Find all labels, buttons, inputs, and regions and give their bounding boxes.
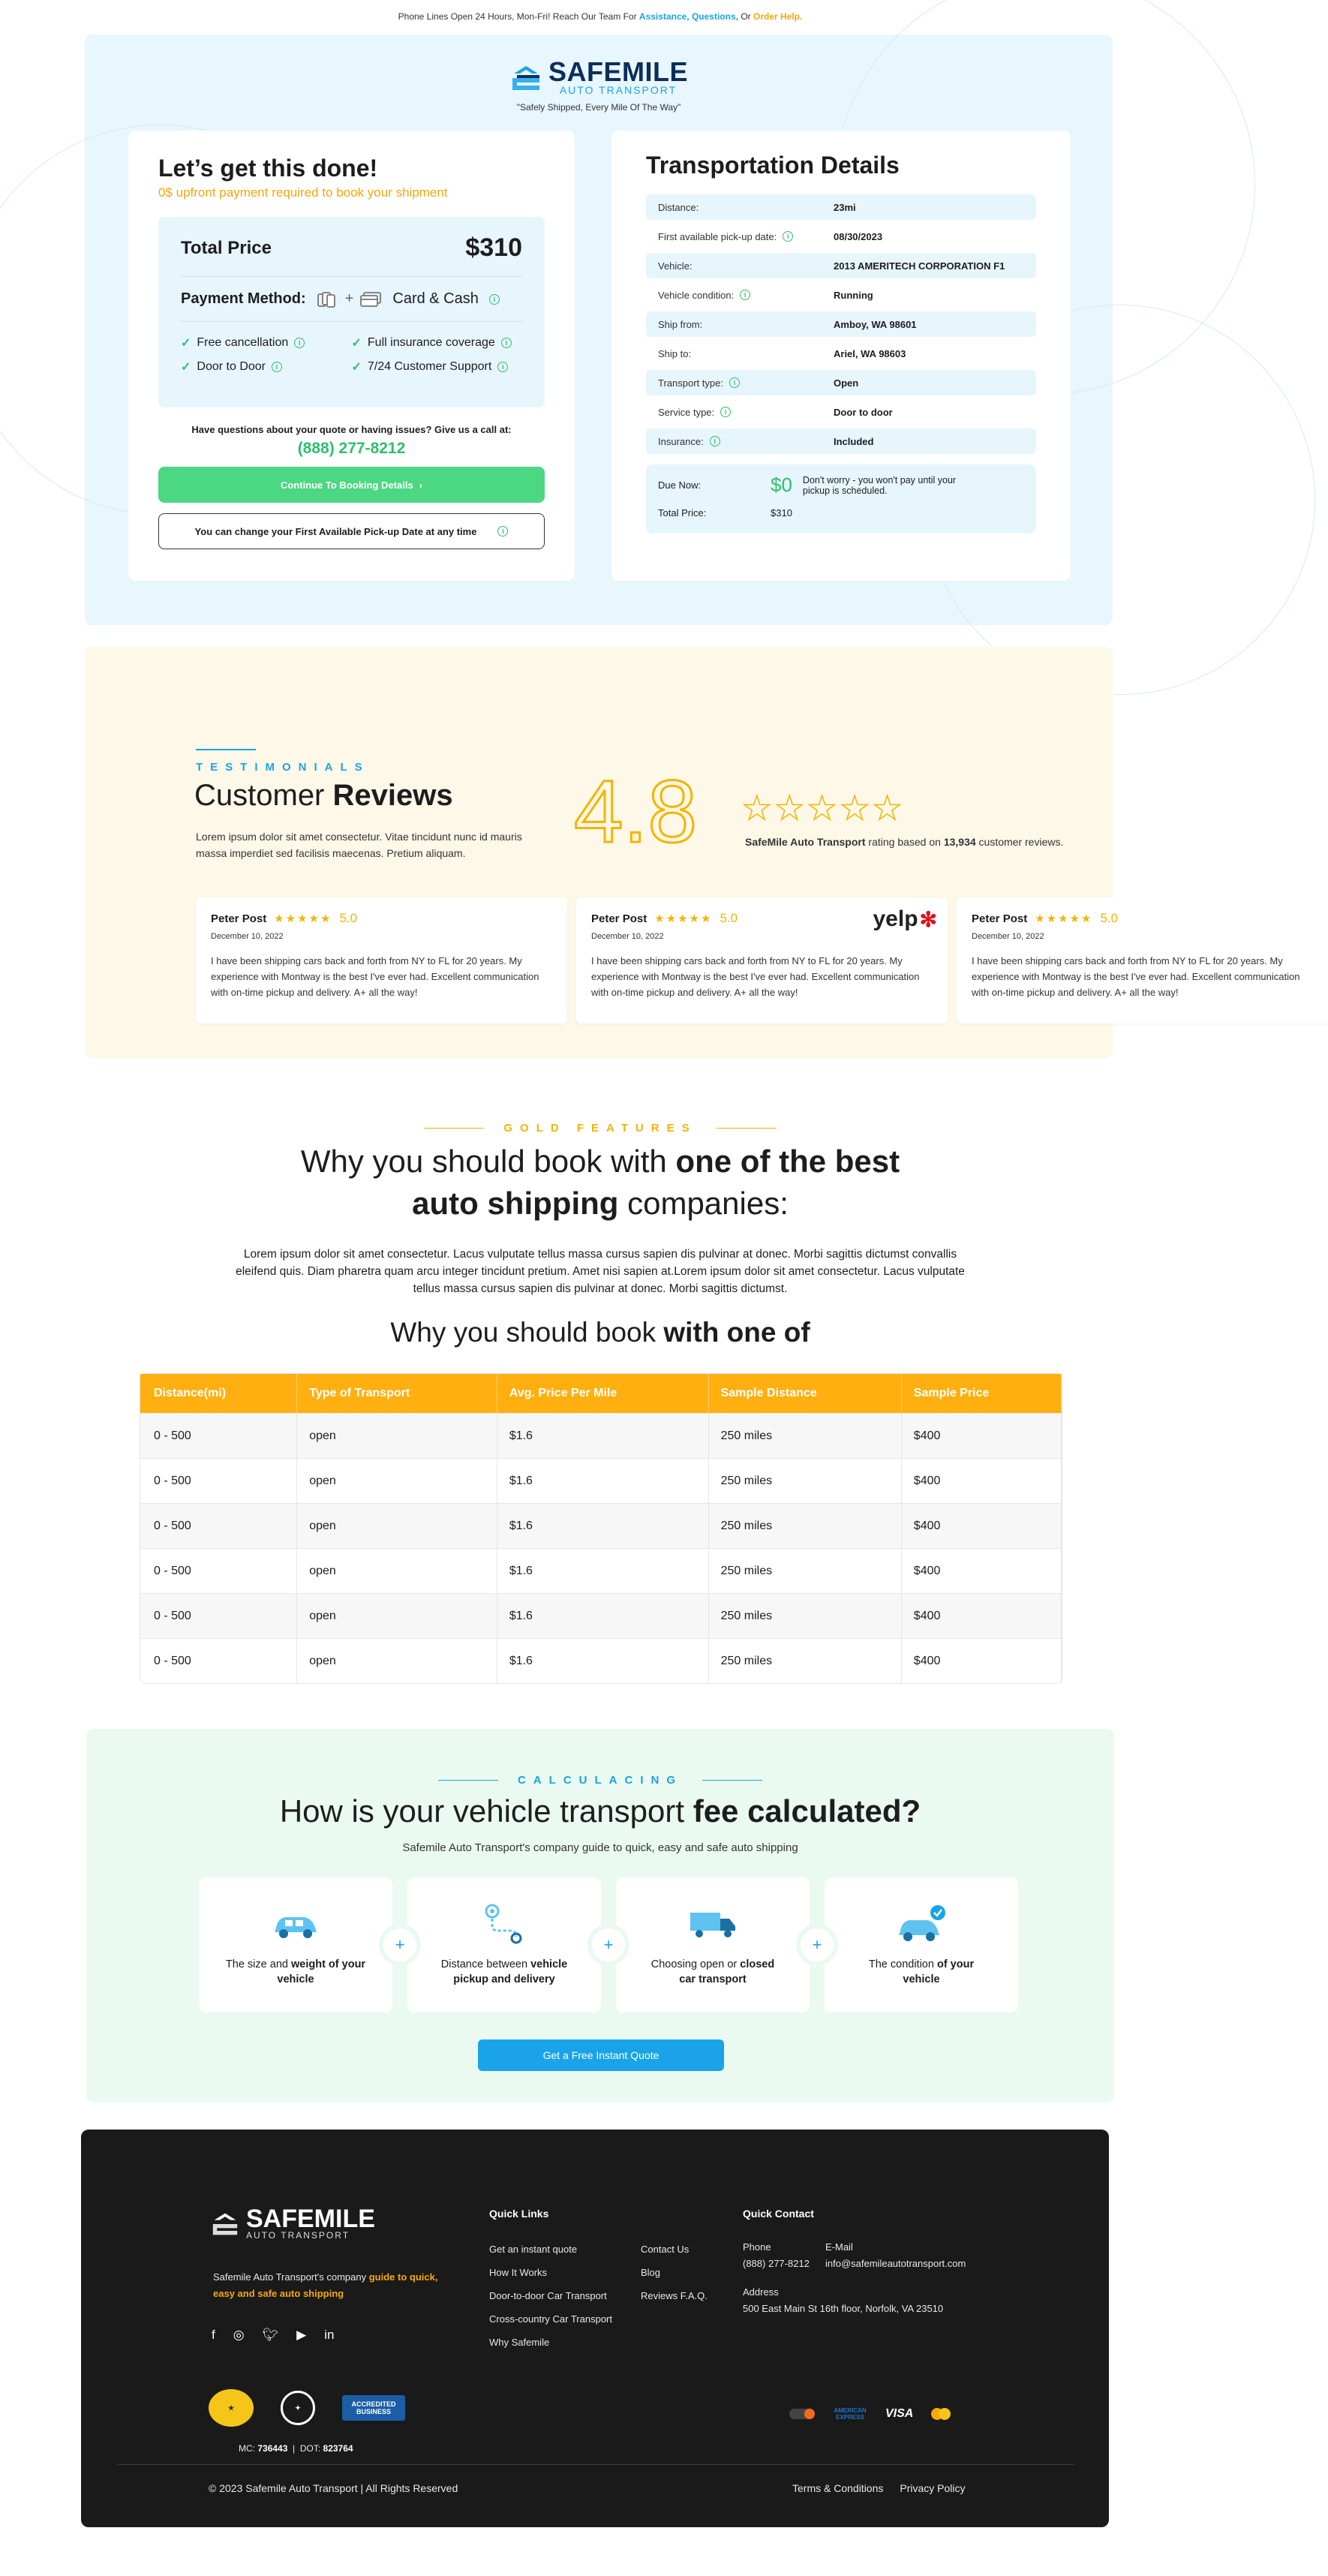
table-cell: open: [297, 1593, 497, 1638]
table-row: [140, 1593, 1062, 1638]
transportation-details-card: [611, 131, 1071, 581]
quote-hero-section: [85, 35, 1113, 625]
total-price-label: Total Price:: [658, 507, 707, 519]
address-value: 500 East Main St 16th floor, Norfolk, VA 23510: [743, 2303, 944, 2314]
table-cell: $400: [902, 1503, 1062, 1548]
quick-links-title: Quick Links: [489, 2208, 549, 2220]
site-footer: [81, 2130, 1109, 2527]
detail-value: 23mi: [834, 201, 856, 213]
quick-links-col-2: [641, 2244, 708, 2301]
table-cell: $1.6: [497, 1413, 709, 1458]
page-bottom-spacer: [0, 2561, 1200, 2576]
feature-label: Door to Door: [197, 360, 266, 373]
fee-factor-card: [616, 1877, 810, 2012]
check-icon: ✓: [351, 337, 362, 350]
fee-factor-card: [825, 1877, 1018, 2012]
rating-summary: [745, 836, 1063, 848]
table-row: [140, 1638, 1062, 1683]
quick-contact-title: Quick Contact: [743, 2208, 814, 2220]
eyebrow-line: [438, 1780, 498, 1781]
table-cell: open: [297, 1548, 497, 1593]
feature-list: [181, 335, 522, 374]
detail-label: Insurance:: [658, 435, 704, 447]
review-text: I have been shipping cars back and forth from NY to FL for 20 years. My experience with Montway is the best I've ever had. Excellent communication with on-time pickup and delivery. A+ all the way!: [591, 955, 920, 998]
table-cell: $400: [902, 1638, 1062, 1683]
detail-row-insurance: [646, 428, 1036, 454]
table-cell: $1.6: [497, 1638, 709, 1683]
info-icon[interactable]: i: [783, 231, 793, 242]
route-map-icon: [476, 1903, 533, 1943]
detail-label: Vehicle:: [658, 260, 693, 272]
pricing-table: [140, 1373, 1062, 1684]
review-card: [576, 897, 948, 1023]
table-cell: open: [297, 1638, 497, 1683]
table-cell: 0 - 500: [140, 1458, 297, 1503]
review-card: [196, 897, 567, 1023]
tagline-bold: guide to quick, easy and safe auto shipping: [213, 2271, 438, 2299]
footer-tagline: [213, 2269, 461, 2302]
table-cell: $1.6: [497, 1458, 709, 1503]
detail-row-service-type: [646, 399, 1036, 425]
detail-value: Door to door: [834, 406, 893, 418]
visa-icon: VISA: [885, 2407, 914, 2420]
table-cell: 250 miles: [709, 1503, 902, 1548]
privacy-link[interactable]: Privacy Policy: [900, 2482, 966, 2494]
star-rating-icon: ★★★★★: [742, 790, 906, 827]
star-icon: ★★★★★: [1035, 912, 1093, 925]
info-icon[interactable]: i: [710, 436, 720, 446]
subtitle-bold: with one of: [663, 1317, 810, 1348]
card-icon: [359, 291, 382, 308]
detail-value: Open: [834, 377, 859, 389]
transport-details-title: Transportation Details: [646, 152, 900, 179]
title-bold: fee calculated?: [693, 1793, 921, 1829]
continue-booking-label: Continue To Booking Details: [280, 479, 413, 491]
fee-factor-list: [199, 1877, 1018, 2012]
review-date: December 10, 2022: [972, 932, 1044, 941]
fee-calculation-title: [86, 1793, 1114, 1829]
feature-label: Full insurance coverage: [367, 336, 495, 349]
step-text-bold: of your vehicle: [903, 1958, 975, 1985]
detail-label: Distance:: [658, 201, 699, 213]
detail-row-ship-from: [646, 311, 1036, 337]
footer-link[interactable]: Door-to-door Car Transport: [489, 2290, 607, 2301]
topbar-text: Phone Lines Open 24 Hours, Mon-Fri! Reach Our Team For: [398, 11, 637, 22]
mc-label: MC:: [239, 2443, 255, 2454]
footer-link[interactable]: Contact Us: [641, 2244, 690, 2255]
detail-row-transport-type: [646, 370, 1036, 395]
rating-mid: rating based on: [868, 836, 941, 848]
contact-phone: [743, 2239, 810, 2272]
detail-row-distance: [646, 194, 1036, 220]
table-header: Sample Distance: [709, 1374, 902, 1413]
quote-summary-card: [128, 131, 575, 581]
contact-email: [825, 2239, 966, 2272]
detail-label-wrap: [658, 231, 834, 242]
footer-logo[interactable]: [210, 2205, 375, 2241]
fee-calculation-section: [86, 1729, 1114, 2103]
review-date: December 10, 2022: [591, 932, 664, 941]
step-text-bold: closed car transport: [679, 1958, 775, 1985]
feature-item: [352, 359, 523, 374]
step-text-pre: Choosing open or: [650, 1958, 738, 1970]
title-bold-part: auto shipping: [412, 1186, 619, 1221]
title-part: Why you should book with: [300, 1144, 667, 1179]
testimonials-title: [194, 779, 453, 813]
table-row: [140, 1548, 1062, 1593]
title-light: Customer: [194, 779, 325, 812]
detail-value: Ariel, WA 98603: [834, 347, 906, 359]
change-pickup-date-label: You can change your First Available Pick-up Date at any time: [194, 525, 477, 537]
table-header: Sample Price: [902, 1374, 1062, 1413]
quote-subtitle: 0$ upfront payment required to book your shipment: [158, 185, 448, 200]
due-now-label: Due Now:: [658, 479, 702, 491]
info-icon[interactable]: i: [729, 377, 740, 388]
feature-label: Free cancellation: [197, 336, 289, 349]
reviewer-name: Peter Post: [211, 912, 267, 925]
car-condition-icon: [893, 1903, 950, 1943]
footer-link[interactable]: Reviews F.A.Q.: [641, 2290, 708, 2301]
copyright-text: © 2023 Safemile Auto Transport | All Rights Reserved: [209, 2482, 458, 2494]
detail-label-wrap: [658, 377, 834, 389]
price-summary-box: [158, 217, 545, 407]
brand-logo[interactable]: [85, 56, 1113, 113]
table-header: Avg. Price Per Mile: [497, 1374, 709, 1413]
eyebrow-line: [424, 1128, 484, 1129]
detail-label-wrap: [658, 290, 834, 301]
eyebrow-line: [196, 749, 256, 750]
detail-label-wrap: [658, 407, 834, 418]
cash-icon: [317, 291, 339, 308]
feature-item: [352, 335, 523, 350]
table-row: [140, 1413, 1062, 1458]
table-cell: 0 - 500: [140, 1548, 297, 1593]
testimonials-description: Lorem ipsum dolor sit amet consectetur. Vitae tincidunt nunc id mauris massa imperdiet sed facilisis maecenas. Pretium aliquam.: [196, 831, 522, 859]
detail-value: Running: [834, 289, 873, 301]
email-value[interactable]: info@safemileautotransport.com: [825, 2258, 966, 2269]
footer-link[interactable]: Blog: [641, 2267, 661, 2278]
detail-label: Service type:: [658, 406, 715, 418]
footer-link[interactable]: How It Works: [489, 2267, 548, 2278]
table-header: Type of Transport: [297, 1374, 497, 1413]
quick-links-col-1: [489, 2244, 612, 2348]
payment-method-label: Payment Method:: [181, 290, 306, 307]
info-icon[interactable]: i: [501, 338, 512, 348]
calculating-eyebrow: [86, 1774, 1114, 1787]
mc-number: 736443: [257, 2443, 288, 2454]
address-label: Address: [743, 2286, 779, 2298]
title-bold-part: one of the best: [675, 1144, 900, 1179]
plus-sign: +: [344, 290, 354, 307]
total-price-value: $310: [465, 233, 522, 262]
tagline-pre: Safemile Auto Transport's company: [213, 2271, 367, 2283]
reviews-carousel[interactable]: [196, 897, 1328, 1023]
footer-divider: [117, 2464, 1074, 2465]
detail-value: 08/30/2023: [834, 230, 883, 242]
discover-icon: [789, 2409, 815, 2419]
title-bold: Reviews: [332, 779, 453, 812]
info-icon[interactable]: i: [294, 338, 305, 348]
due-now-note: Don't worry - you won't pay until your pickup is scheduled.: [802, 474, 957, 496]
info-icon[interactable]: i: [720, 407, 731, 417]
terms-link[interactable]: Terms & Conditions: [792, 2482, 884, 2494]
table-cell: 0 - 500: [140, 1638, 297, 1683]
info-icon[interactable]: i: [489, 294, 500, 305]
feature-item: [181, 335, 352, 350]
detail-label: Ship to:: [658, 347, 692, 359]
table-cell: 0 - 500: [140, 1413, 297, 1458]
payment-method-row: [181, 290, 522, 308]
divider: [181, 321, 522, 322]
table-cell: $400: [902, 1458, 1062, 1503]
linkedin-icon[interactable]: in: [324, 2328, 335, 2342]
star-icon: ★★★★★: [274, 912, 332, 925]
detail-row-vehicle: [646, 253, 1036, 278]
legal-links: [792, 2482, 966, 2494]
brand-name: SAFEMILE: [548, 56, 688, 87]
table-cell: 250 miles: [709, 1638, 902, 1683]
help-question-text: Have questions about your quote or having issues? Give us a call at:: [191, 424, 512, 435]
check-icon: ✓: [181, 337, 191, 350]
quote-title: Let’s get this done!: [158, 155, 378, 182]
dot-seal-icon: ✦: [281, 2391, 315, 2425]
review-score: 5.0: [720, 911, 738, 925]
assistance-link[interactable]: Assistance, Questions,: [638, 11, 738, 22]
info-icon[interactable]: i: [740, 290, 750, 300]
gold-features-eyebrow: [0, 1122, 1200, 1135]
info-icon[interactable]: i: [272, 362, 282, 372]
table-cell: $1.6: [497, 1548, 709, 1593]
reviewer-name: Peter Post: [591, 912, 647, 925]
detail-value: Amboy, WA 98601: [834, 318, 917, 330]
plus-icon: +: [801, 1928, 834, 1961]
testimonials-eyebrow: TESTIMONIALS: [196, 761, 370, 774]
dot-number: 823764: [323, 2443, 353, 2454]
step-text-bold: weight of your vehicle: [277, 1958, 366, 1985]
trust-badges: [209, 2389, 405, 2427]
table-cell: $1.6: [497, 1593, 709, 1638]
table-cell: open: [297, 1413, 497, 1458]
table-cell: $1.6: [497, 1503, 709, 1548]
award-badge-icon: ★: [209, 2389, 254, 2427]
table-cell: $400: [902, 1413, 1062, 1458]
instagram-icon[interactable]: ◎: [233, 2328, 245, 2342]
table-cell: 250 miles: [709, 1458, 902, 1503]
rating-brand: SafeMile Auto Transport: [745, 836, 866, 848]
detail-label: Transport type:: [658, 377, 723, 389]
footer-link[interactable]: Get an instant quote: [489, 2244, 578, 2255]
info-icon[interactable]: i: [497, 362, 508, 372]
order-help-link[interactable]: Order Help.: [753, 11, 803, 22]
review-score: 5.0: [339, 911, 358, 925]
gold-features-subtitle: [0, 1317, 1200, 1348]
eyebrow-text: CALCULACING: [518, 1774, 683, 1787]
detail-label: Ship from:: [658, 318, 703, 330]
divider: [181, 276, 522, 277]
detail-label: First available pick-up date:: [658, 230, 777, 242]
phone-label: Phone: [743, 2241, 771, 2253]
eyebrow-text: GOLD FEATURES: [503, 1122, 697, 1135]
change-pickup-date-button[interactable]: [158, 513, 545, 549]
table-cell: $400: [902, 1593, 1062, 1638]
review-card: [957, 897, 1328, 1023]
rating-count: 13,934: [943, 836, 976, 848]
brand-slogan: "Safely Shipped, Every Mile Of The Way": [516, 102, 681, 113]
review-text: I have been shipping cars back and forth from NY to FL for 20 years. My experience with Montway is the best I've ever had. Excellent communication with on-time pickup and delivery. A+ all the way!: [211, 955, 539, 998]
title-part: companies:: [627, 1186, 789, 1221]
feature-item: [181, 359, 352, 374]
plus-icon: +: [592, 1928, 625, 1961]
table-row: [140, 1503, 1062, 1548]
detail-value: 2013 AMERITECH CORPORATION F1: [834, 260, 1005, 272]
youtube-icon[interactable]: ▶: [296, 2328, 307, 2342]
brand-subtitle: AUTO TRANSPORT: [559, 84, 678, 96]
table-header-row: [140, 1374, 1062, 1413]
info-icon: i: [497, 526, 508, 537]
step-text-pre: Distance between: [440, 1958, 528, 1970]
due-now-value: $0: [771, 473, 792, 496]
payment-method-value: Card & Cash: [392, 290, 479, 307]
mc-dot-numbers: MC: 736443 | DOT: 823764: [239, 2443, 353, 2454]
free-quote-button[interactable]: Get a Free Instant Quote: [478, 2039, 724, 2071]
continue-booking-button[interactable]: [158, 467, 545, 503]
title-light: How is your vehicle transport: [279, 1793, 685, 1829]
facebook-icon[interactable]: f: [212, 2328, 215, 2342]
table-cell: 250 miles: [709, 1548, 902, 1593]
gold-features-title: [0, 1141, 1200, 1225]
detail-row-vehicle-condition: [646, 282, 1036, 308]
footer-brand-sub: AUTO TRANSPORT: [246, 2230, 350, 2241]
phone-value[interactable]: (888) 277-8212: [743, 2258, 810, 2269]
safemile-logo-icon: [509, 63, 542, 93]
total-price-label: Total Price: [181, 237, 272, 258]
total-price-value: $310: [771, 507, 792, 519]
bbb-badge-icon: ACCREDITED BUSINESS: [342, 2395, 405, 2421]
fee-factor-card: [199, 1877, 392, 2012]
twitter-icon[interactable]: 🐦︎: [262, 2328, 279, 2342]
payment-methods: [789, 2407, 951, 2421]
footer-brand-name: SAFEMILE: [246, 2205, 375, 2233]
car-weight-icon: [267, 1903, 324, 1943]
feature-label: 7/24 Customer Support: [367, 360, 492, 373]
reviewer-name: Peter Post: [972, 912, 1028, 925]
table-cell: open: [297, 1458, 497, 1503]
step-text-pre: The condition: [868, 1958, 934, 1970]
table-row: [140, 1458, 1062, 1503]
chevron-right-icon: ›: [419, 479, 423, 491]
review-date: December 10, 2022: [211, 932, 284, 941]
amex-icon: AMERICAN EXPRESS: [834, 2407, 867, 2421]
detail-label-wrap: [658, 436, 834, 447]
help-phone-link[interactable]: (888) 277-8212: [297, 440, 406, 457]
detail-row-ship-to: [646, 341, 1036, 366]
review-score: 5.0: [1100, 911, 1119, 925]
step-text-bold: vehicle pickup and delivery: [453, 1958, 568, 1985]
detail-row-pickup-date: [646, 224, 1036, 249]
gold-features-description: Lorem ipsum dolor sit amet consectetur. Lacus vulputate tellus massa cursus sapien dis pulvinar at donec. Morbi sagittis dictumst convallis eleifend quis. Diam pharetra quam arcu integer tincidunt pretium. Amet nisi sapien at.Lorem ipsum dolor sit amet consectetur. Lacus vulputate tellus massa cursus sapien dis pulvinar at donec. Morbi sagittis dictumst.: [236, 1248, 965, 1295]
rating-end: customer reviews.: [978, 836, 1064, 848]
rating-score: 4.8: [574, 762, 698, 861]
topbar-or: Or: [741, 11, 751, 22]
detail-value: Included: [834, 435, 874, 447]
subtitle-light: Why you should book: [390, 1317, 656, 1348]
table-cell: 0 - 500: [140, 1593, 297, 1638]
testimonials-section: [85, 647, 1300, 1058]
fee-calculation-subtitle: Safemile Auto Transport's company guide to quick, easy and safe auto shipping: [402, 1841, 798, 1854]
plus-icon: +: [383, 1928, 416, 1961]
star-icon: ★★★★★: [654, 912, 713, 925]
table-cell: $400: [902, 1548, 1062, 1593]
eyebrow-line: [717, 1128, 777, 1129]
table-cell: 0 - 500: [140, 1503, 297, 1548]
step-text-pre: The size and: [225, 1958, 288, 1970]
check-icon: ✓: [351, 361, 362, 374]
review-source: yelp: [873, 906, 918, 931]
transport-details-list: [646, 194, 1036, 454]
mastercard-icon: [931, 2408, 951, 2420]
fee-factor-card: [407, 1877, 601, 2012]
table-cell: 250 miles: [709, 1413, 902, 1458]
table-cell: 250 miles: [709, 1593, 902, 1638]
table-cell: open: [297, 1503, 497, 1548]
due-now-box: [646, 464, 1036, 534]
safemile-logo-icon: [210, 2211, 240, 2238]
dot-label: DOT:: [299, 2443, 321, 2454]
contact-address: [743, 2284, 943, 2317]
yelp-logo-icon: yelp ✻: [873, 906, 937, 931]
social-links: [212, 2328, 334, 2343]
footer-link[interactable]: Cross-country Car Transport: [489, 2313, 612, 2325]
truck-icon: [684, 1903, 741, 1943]
eyebrow-line: [702, 1780, 762, 1781]
email-label: E-Mail: [825, 2241, 853, 2253]
table-header: Distance(mi): [140, 1374, 297, 1413]
review-text: I have been shipping cars back and forth from NY to FL for 20 years. My experience with Montway is the best I've ever had. Excellent communication with on-time pickup and delivery. A+ all the way!: [972, 955, 1300, 998]
check-icon: ✓: [181, 361, 191, 374]
footer-link[interactable]: Why Safemile: [489, 2337, 550, 2348]
detail-label: Vehicle condition:: [658, 289, 735, 301]
